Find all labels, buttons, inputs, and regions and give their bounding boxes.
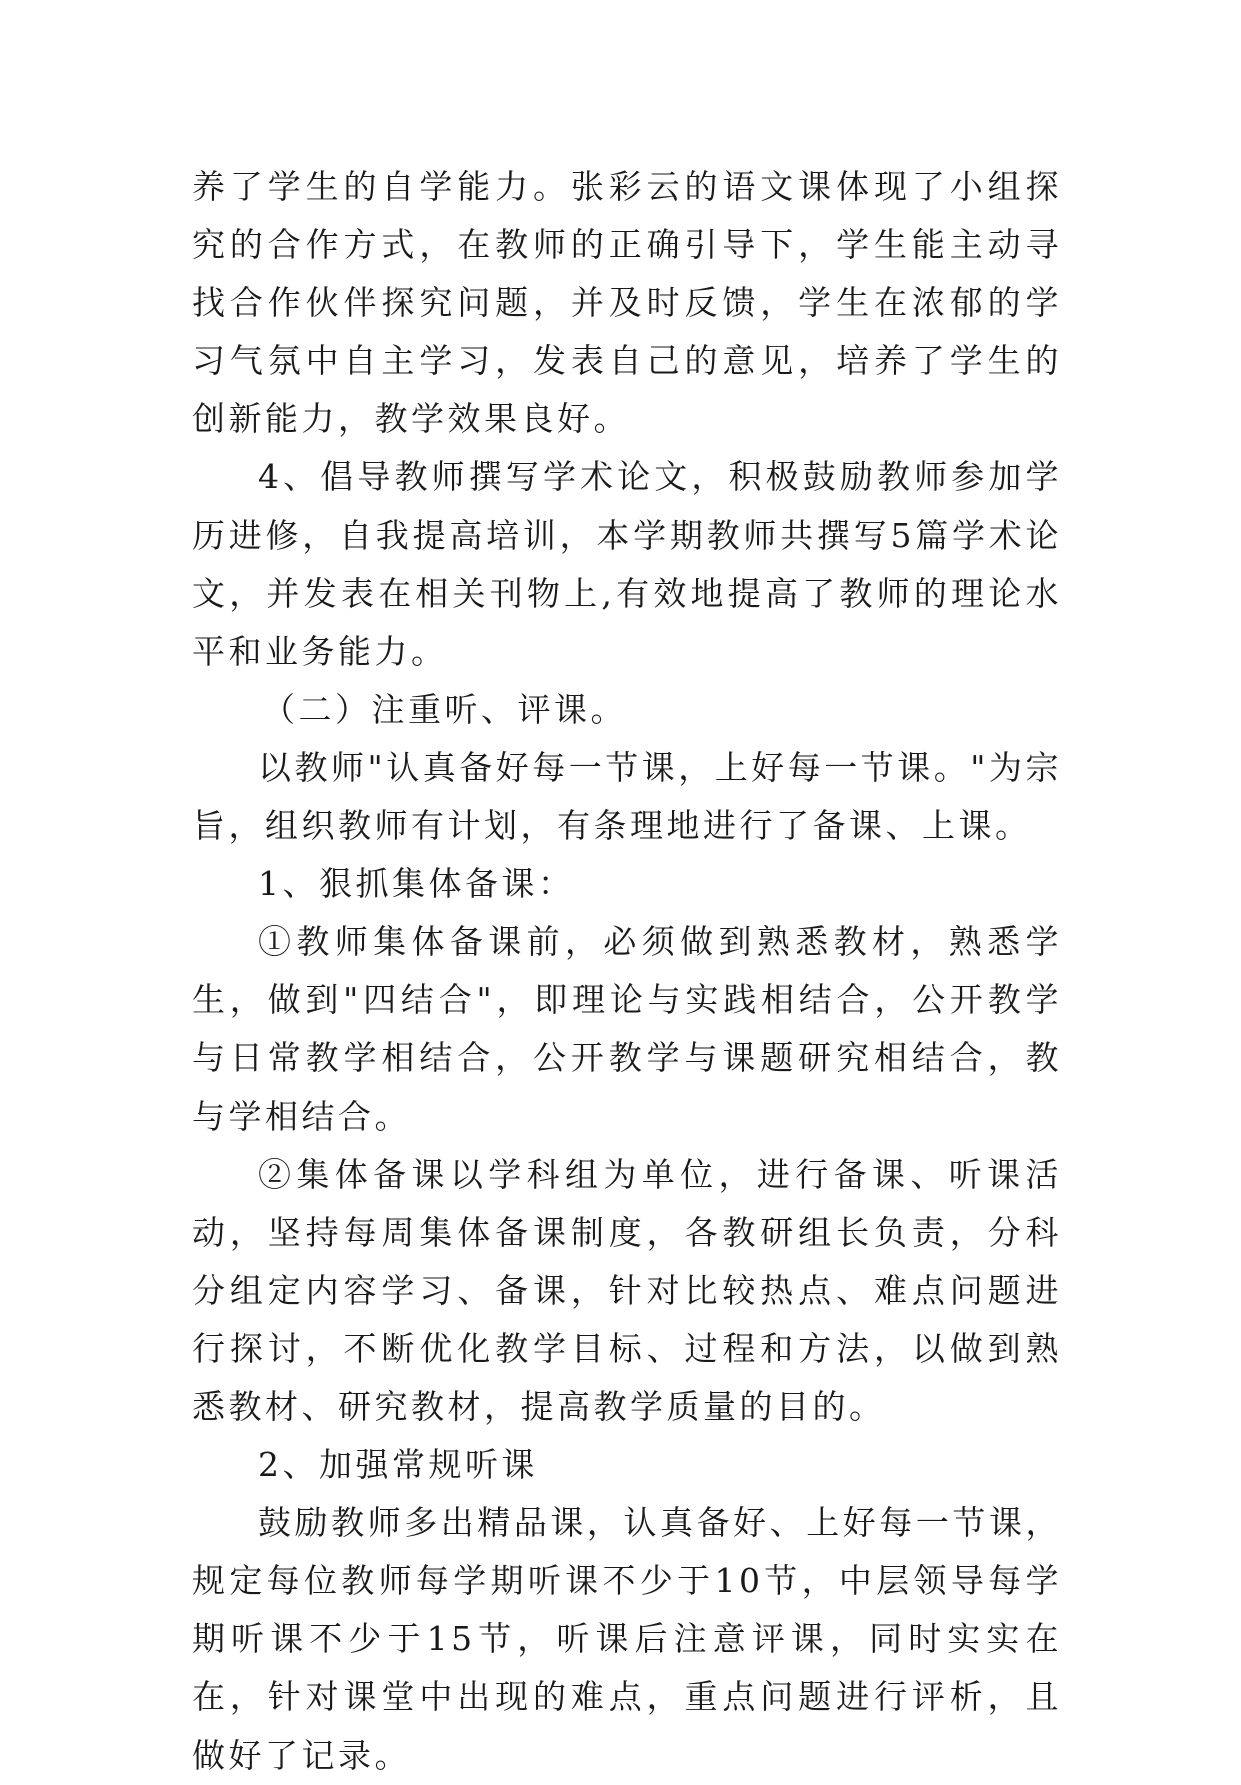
paragraph-listening: 鼓励教师多出精品课，认真备好、上好每一节课，规定每位教师每学期听课不少于10节，中层领导每学期听课不少于15节，听课后注意评课，同时实实在在，针对课堂中出现的难点，重点问题进行评析，且做好了记录。 [192, 1503, 1062, 1775]
paragraph-item-4: 4、倡导教师撰写学术论文，积极鼓励教师参加学历进修，自我提高培训，本学期教师共撰写5篇学术论文，并发表在相关刊物上,有效地提高了教师的理论水平和业务能力。 [192, 457, 1062, 671]
paragraph-continuation: 养了学生的自学能力。张彩云的语文课体现了小组探究的合作方式，在教师的正确引导下，学生能主动寻找合作伙伴探究问题，并及时反馈，学生在浓郁的学习气氛中自主学习，发表自己的意见，培养了学生的创新能力，教学效果良好。 [192, 167, 1062, 439]
section-heading-2: （二）注重听、评课。 [262, 689, 627, 729]
paragraph-purpose: 以教师"认真备好每一节课，上好每一节课。"为宗旨，组织教师有计划，有条理地进行了备课、上课。 [192, 747, 1062, 846]
subheading-1: 1、狠抓集体备课： [258, 864, 575, 904]
subheading-2: 2、加强常规听课 [258, 1445, 538, 1485]
paragraph-point-2: ②集体备课以学科组为单位，进行备课、听课活动，坚持每周集体备课制度，各教研组长负责，分科分组定内容学习、备课，针对比较热点、难点问题进行探讨，不断优化教学目标、过程和方法，以做到熟悉教材、研究教材，提高教学质量的目的。 [192, 1154, 1062, 1426]
paragraph-point-1: ①教师集体备课前，必须做到熟悉教材，熟悉学生，做到"四结合"，即理论与实践相结合，公开教学与日常教学相结合，公开教学与课题研究相结合，教与学相结合。 [192, 922, 1062, 1136]
document-body [192, 158, 1062, 1785]
